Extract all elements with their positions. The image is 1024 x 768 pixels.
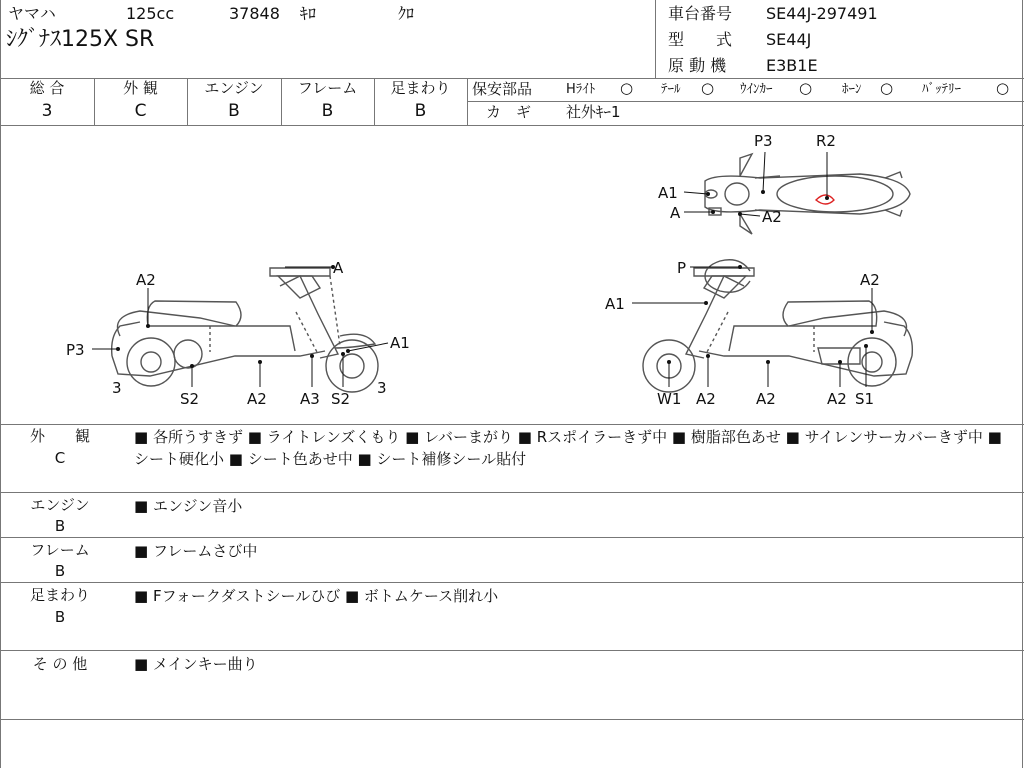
damage-diagram — [0, 126, 1024, 424]
status-ok-icon: ○ — [996, 79, 1010, 97]
section-rule — [0, 650, 1024, 651]
grade-value-overall: 3 — [41, 101, 53, 121]
diagram-bottom-rule — [0, 424, 1024, 425]
section-grade: C — [54, 449, 66, 467]
damage-label: S2 — [331, 390, 351, 408]
section-label: エンジン — [30, 496, 90, 514]
damage-label: P — [677, 259, 687, 277]
type-value: SE44J — [766, 30, 812, 49]
damage-label: A2 — [756, 390, 776, 408]
section-rule — [0, 537, 1024, 538]
status-ok-icon: ○ — [620, 79, 634, 97]
section-text: ■ Fフォークダストシールひび ■ ボトムケース削れ小 — [134, 587, 499, 605]
safety-item-headlight: Hﾗｲﾄ — [566, 82, 596, 97]
mileage-unit: ｷﾛ — [300, 4, 317, 23]
frame-label: 車台番号 — [668, 4, 733, 23]
safety-item-horn: ﾎｰﾝ — [842, 82, 862, 97]
grade-label-suspension: 足まわり — [390, 79, 451, 97]
color: ｸﾛ — [398, 4, 415, 23]
damage-label: S1 — [855, 390, 875, 408]
safety-item-battery: ﾊﾞｯﾃﾘｰ — [922, 82, 961, 97]
damage-label: P3 — [754, 132, 773, 150]
damage-label: A2 — [136, 271, 156, 289]
safety-item-winker: ｳｲﾝｶｰ — [740, 82, 773, 97]
section-text: ■ 各所うすきず ■ ライトレンズくもり ■ レバーまがり ■ Rスポイラーきず中 ■ 樹脂部色あせ ■ サイレンサーカバーきず中 ■ シート硬化小 ■ シート色あせ中 ■ シート補修シール貼付 — [134, 428, 1002, 468]
grade-value-engine: B — [228, 101, 240, 121]
damage-label: A2 — [762, 208, 782, 226]
damage-label: W1 — [657, 390, 682, 408]
damage-label: A — [333, 259, 344, 277]
section-rule — [0, 492, 1024, 493]
grade-mark: 3 — [112, 379, 122, 397]
status-ok-icon: ○ — [701, 79, 715, 97]
section-label: 足まわり — [29, 586, 90, 604]
grade-value-suspension: B — [414, 101, 427, 121]
safety-title: 保安部品 — [472, 80, 533, 98]
grade-label-overall: 総 合 — [29, 79, 65, 97]
grade-value-exterior: C — [134, 101, 147, 121]
key-label: カ ギ — [486, 103, 532, 121]
section-grade: B — [54, 517, 66, 535]
engine-value: E3B1E — [766, 56, 818, 75]
damage-label: A2 — [827, 390, 847, 408]
safety-divider — [467, 101, 1024, 102]
model-name: ｼｸﾞﾅｽ125X SR — [6, 27, 155, 52]
type-label: 型 式 — [668, 30, 733, 49]
section-text: ■ エンジン音小 — [134, 497, 243, 515]
grade-mark: 3 — [377, 379, 387, 397]
safety-item-tail: ﾃｰﾙ — [661, 82, 681, 97]
frame-number: SE44J-297491 — [766, 4, 878, 23]
section-label: そ の 他 — [32, 655, 88, 673]
section-text: ■ メインキー曲り — [134, 655, 258, 673]
damage-label: A1 — [658, 184, 678, 202]
damage-label: A1 — [605, 295, 625, 313]
section-rule — [0, 582, 1024, 583]
mileage: 37848 — [229, 4, 280, 23]
damage-label: A2 — [247, 390, 267, 408]
status-ok-icon: ○ — [880, 79, 894, 97]
damage-label: A1 — [390, 334, 410, 352]
grade-value-frame: B — [321, 101, 334, 121]
damage-label: A2 — [696, 390, 716, 408]
section-label: フレーム — [30, 541, 90, 559]
section-grade: B — [54, 608, 66, 626]
section-text: ■ フレームさび中 — [134, 542, 258, 560]
maker: ヤマハ — [8, 4, 56, 23]
grade-label-engine: エンジン — [204, 79, 264, 97]
displacement: 125cc — [126, 4, 175, 23]
section-rule — [0, 719, 1024, 720]
section-label: 外 観 — [29, 427, 90, 445]
damage-label: A — [670, 204, 681, 222]
damage-label: P3 — [66, 341, 85, 359]
damage-label: R2 — [816, 132, 836, 150]
damage-label: A3 — [300, 390, 320, 408]
grade-label-frame: フレーム — [297, 79, 358, 97]
damage-label: S2 — [180, 390, 200, 408]
header-divider — [655, 0, 656, 78]
engine-label: 原 動 機 — [668, 56, 727, 75]
damage-label: A2 — [860, 271, 880, 289]
section-grade: B — [54, 562, 66, 580]
key-value: 社外ｷｰ1 — [566, 103, 621, 121]
status-ok-icon: ○ — [799, 79, 813, 97]
grade-label-exterior: 外 観 — [123, 79, 158, 97]
